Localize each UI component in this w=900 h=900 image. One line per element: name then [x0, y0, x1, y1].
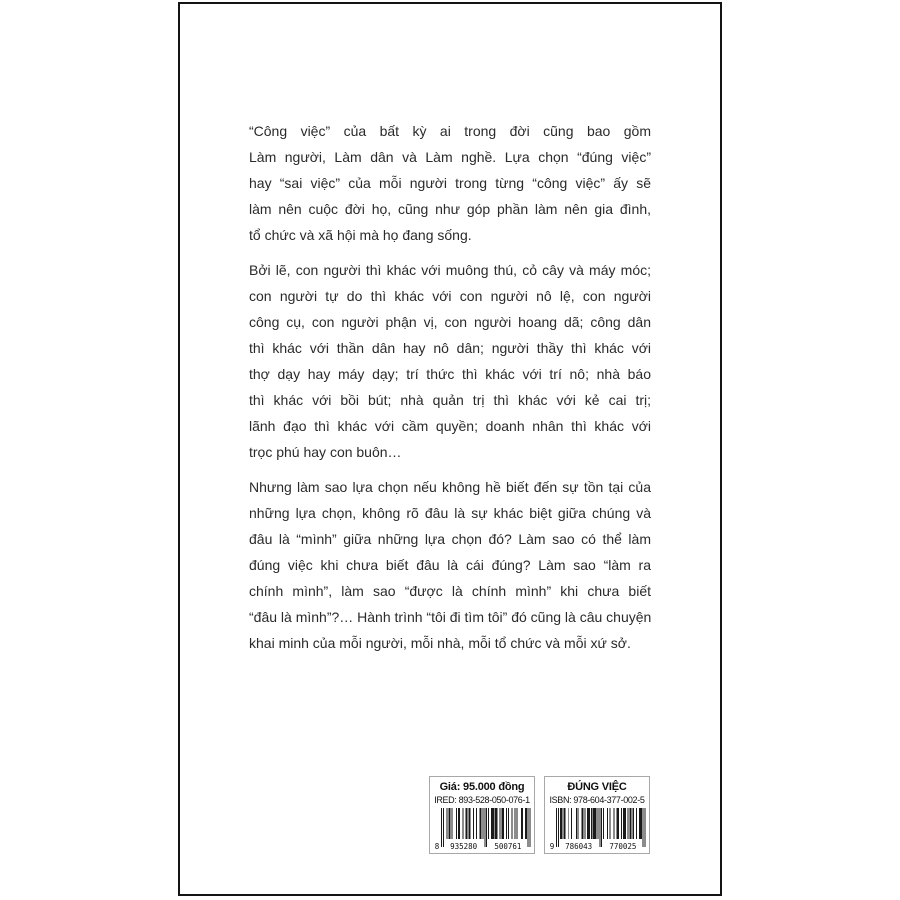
text-line: Làm người, Làm dân và Làm nghề. Lựa chọn “đúng việc” [249, 149, 651, 165]
svg-text:8: 8 [434, 842, 439, 850]
blurb-paragraph-2 [249, 257, 651, 465]
text-line: thì khác với thần dân hay nô dân; người thầy thì khác với [249, 340, 651, 356]
book-title-label: ĐÚNG VIỆC [567, 781, 627, 793]
text-line: thì khác với bồi bút; nhà quản trị thì khác với kẻ cai trị; [249, 392, 651, 408]
text-line: trọc phú hay con buôn… [249, 444, 402, 460]
svg-text:786043: 786043 [564, 842, 592, 850]
text-line: đúng việc khi chưa biết đâu là cái đúng? Làm sao “làm ra [249, 557, 651, 573]
blurb-paragraph-3 [249, 474, 651, 656]
price-label: Giá: 95.000 đồng [439, 781, 525, 793]
text-line: làm nên cuộc đời họ, cũng như góp phần làm nên gia đình, [249, 201, 651, 217]
text-line: con người tự do thì khác với con người nô lệ, con người [249, 288, 651, 304]
text-line: những lựa chọn, không rõ đâu là sự khác biệt giữa chúng và [249, 505, 651, 521]
text-line: khai minh của mỗi người, mỗi nhà, mỗi tổ chức và mỗi xứ sở. [249, 635, 631, 651]
text-line: Bởi lẽ, con người thì khác với muông thú, cỏ cây và máy móc; [249, 262, 651, 278]
price-ean-barcode [434, 808, 531, 850]
blurb-text-block [249, 118, 651, 665]
ired-code-label: IRED: 893-528-050-076-1 [434, 795, 530, 805]
text-line: “Công việc” của bất kỳ ai trong đời cũng bao gồm [249, 123, 651, 139]
text-line: lãnh đạo thì khác với cầm quyền; doanh nhân thì khác với [249, 418, 651, 434]
svg-text:9: 9 [549, 842, 554, 850]
isbn-code-label: ISBN: 978-604-377-002-5 [549, 795, 645, 805]
text-line: thợ dạy hay máy dạy; trí thức thì khác với trí nô; nhà báo [249, 366, 651, 382]
isbn-barcode-box [544, 776, 650, 854]
text-line: tổ chức và xã hội mà họ đang sống. [249, 227, 472, 243]
text-line: đâu là “mình” giữa những lựa chọn đó? Làm sao có thể làm [249, 531, 651, 547]
text-line: “đâu là mình”?… Hành trình “tôi đi tìm tôi” đó cũng là câu chuyện [249, 609, 651, 625]
text-line: công cụ, con người phận vị, con người hoang dã; công dân [249, 314, 651, 330]
svg-text:770025: 770025 [608, 842, 636, 850]
svg-text:500761: 500761 [493, 842, 521, 850]
price-barcode-box [429, 776, 535, 854]
text-line: chính mình”, làm sao “được là chính mình” khi chưa biết [249, 583, 651, 599]
svg-text:935280: 935280 [449, 842, 477, 850]
text-line: hay “sai việc” của mỗi người trong từng “công việc” ấy sẽ [249, 175, 651, 191]
book-back-cover [178, 2, 722, 896]
isbn-ean-barcode [549, 808, 646, 850]
barcode-row [429, 776, 650, 854]
blurb-paragraph-1 [249, 118, 651, 248]
text-line: Nhưng làm sao lựa chọn nếu không hề biết đến sự tồn tại của [249, 479, 651, 495]
